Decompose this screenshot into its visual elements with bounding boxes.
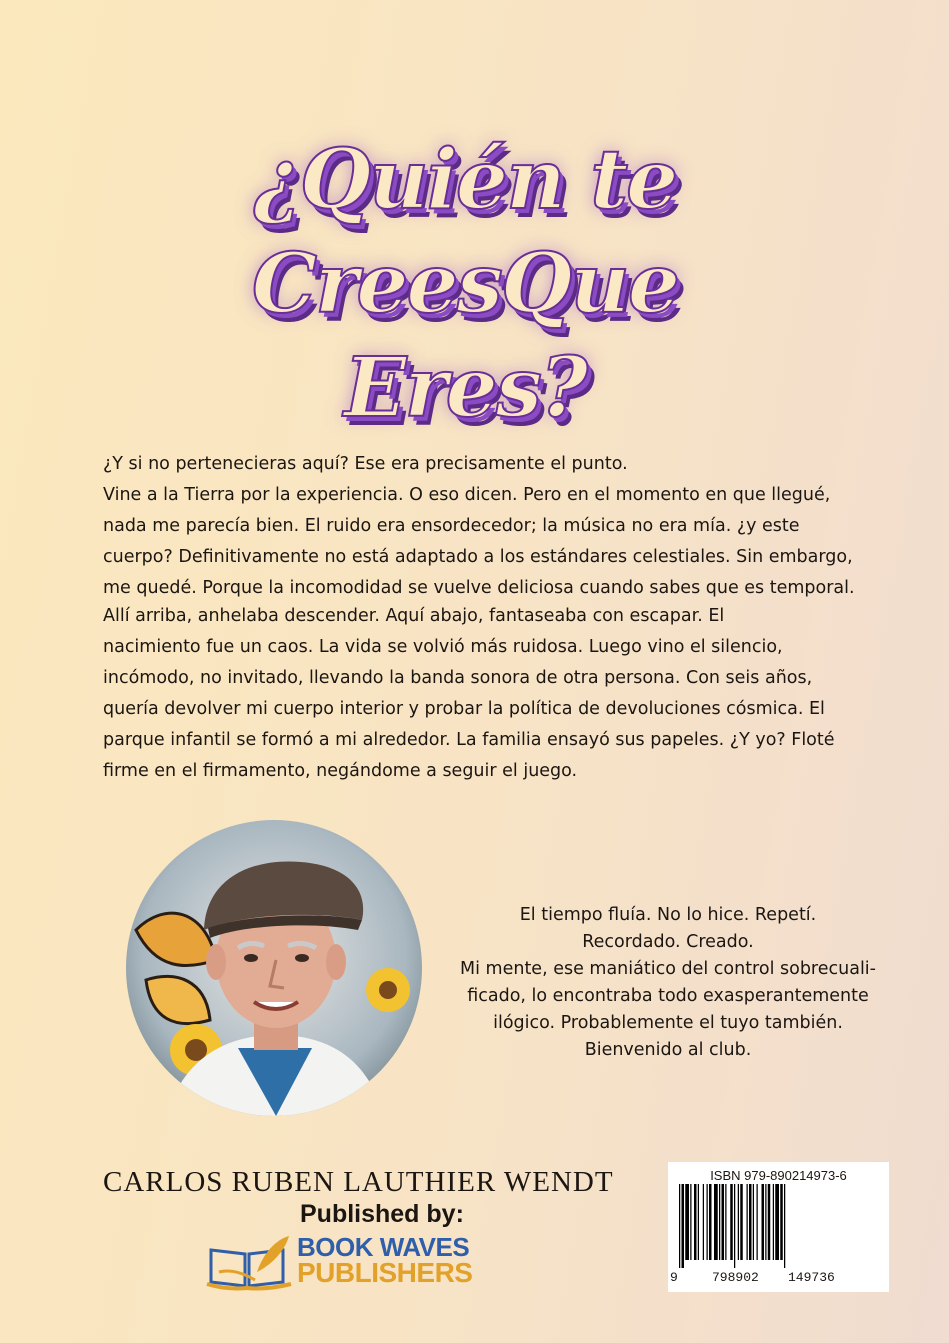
text-line: me quedé. Porque la incomodidad se vuelve deliciosa cuando sabes que es temporal. [103, 578, 855, 598]
text-line: ¿Y si no pertenecieras aquí? Ese era precisamente el punto. [103, 454, 628, 474]
author-name: CARLOS RUBEN LAUTHIER WENDT [103, 1166, 614, 1198]
open-book-icon [205, 1234, 293, 1292]
text-line: El tiempo fluía. No lo hice. Repetí. [519, 905, 817, 925]
text-line: nacimiento fue un caos. La vida se volvió más ruidosa. Luego vino el silencio, [103, 637, 783, 657]
text-line: incómodo, no invitado, llevando la banda sonora de otra persona. Con seis años, [103, 668, 813, 688]
barcode-bar [768, 1184, 771, 1260]
barcode-bar [757, 1184, 758, 1260]
intro-paragraph [103, 449, 863, 604]
barcode-bar [738, 1184, 739, 1260]
text-line: ficado, lo encontraba todo exasperantemente [467, 986, 869, 1006]
barcode-bar [722, 1184, 725, 1260]
publisher-name-line2: PUBLISHERS [297, 1257, 473, 1288]
barcode-bar [740, 1184, 743, 1260]
text-line: nada me parecía bien. El ruido era ensordecedor; la música no era mía. ¿y este [103, 516, 800, 536]
barcode-digits-right: 149736 [788, 1270, 835, 1285]
barcode-bar [784, 1184, 785, 1268]
text-line: Allí arriba, anhelaba descender. Aquí abajo, fantaseaba con escapar. El [103, 606, 725, 626]
isbn-number: ISBN 979-890214973-6 [710, 1168, 847, 1183]
barcode-bar [719, 1184, 720, 1260]
text-line: Mi mente, ese maniático del control sobrecuali- [460, 959, 876, 979]
barcode-bar [775, 1184, 779, 1260]
book-title [150, 128, 780, 440]
barcode-bar [694, 1184, 697, 1260]
barcode-bar [703, 1184, 704, 1260]
barcode-bar [762, 1184, 765, 1260]
barcode-bar [765, 1184, 766, 1260]
barcode-bar [780, 1184, 783, 1260]
text-line: firme en el firmamento, negándome a seguir el juego. [103, 761, 578, 781]
text-line: quería devolver mi cuerpo interior y probar la política de devoluciones cósmica. El [103, 699, 825, 719]
barcode-bar [690, 1184, 691, 1260]
barcode-digits-left: 798902 [712, 1270, 759, 1285]
published-by-label: Published by: [300, 1200, 464, 1228]
barcode-bar [714, 1184, 718, 1260]
barcode-bar [725, 1184, 726, 1260]
barcode-bar [707, 1184, 708, 1260]
barcode-bar [749, 1184, 752, 1260]
barcode-bar [730, 1184, 733, 1260]
title-line: Eres? [343, 340, 587, 436]
text-line: cuerpo? Definitivamente no está adaptado a los estándares celestiales. Sin embargo, [103, 547, 853, 567]
isbn-barcode [668, 1162, 889, 1292]
text-line: Vine a la Tierra por la experiencia. O eso dicen. Pero en el momento en que llegué, [103, 485, 831, 505]
barcode-digit-first: 9 [670, 1270, 678, 1285]
publisher-name-line1: BOOK WAVES [297, 1232, 470, 1262]
text-line: parque infantil se formó a mi alrededor. La familia ensayó sus papeles. ¿Y yo? Floté [103, 730, 835, 750]
barcode-bar [679, 1184, 680, 1268]
quote-paragraph [448, 902, 888, 1064]
barcode-bar [734, 1184, 735, 1268]
barcode-bar [753, 1184, 754, 1260]
barcode-bar [773, 1184, 774, 1260]
title-line: ¿Quién te [253, 132, 677, 228]
barcode-bar [682, 1184, 685, 1268]
barcode-bar [709, 1184, 712, 1260]
barcode-bar [747, 1184, 748, 1260]
publisher-logo [205, 1232, 495, 1294]
title-line: CreesQue [251, 236, 679, 332]
barcode-bars [679, 1184, 879, 1268]
barcode-bar [698, 1184, 699, 1260]
text-line: ilógico. Probablemente el tuyo también. [493, 1013, 843, 1033]
story-paragraph [103, 601, 863, 787]
text-line: Bienvenido al club. [584, 1040, 752, 1060]
author-photo [126, 820, 422, 1116]
barcode-bar [685, 1184, 689, 1260]
text-line: Recordado. Creado. [582, 932, 754, 952]
